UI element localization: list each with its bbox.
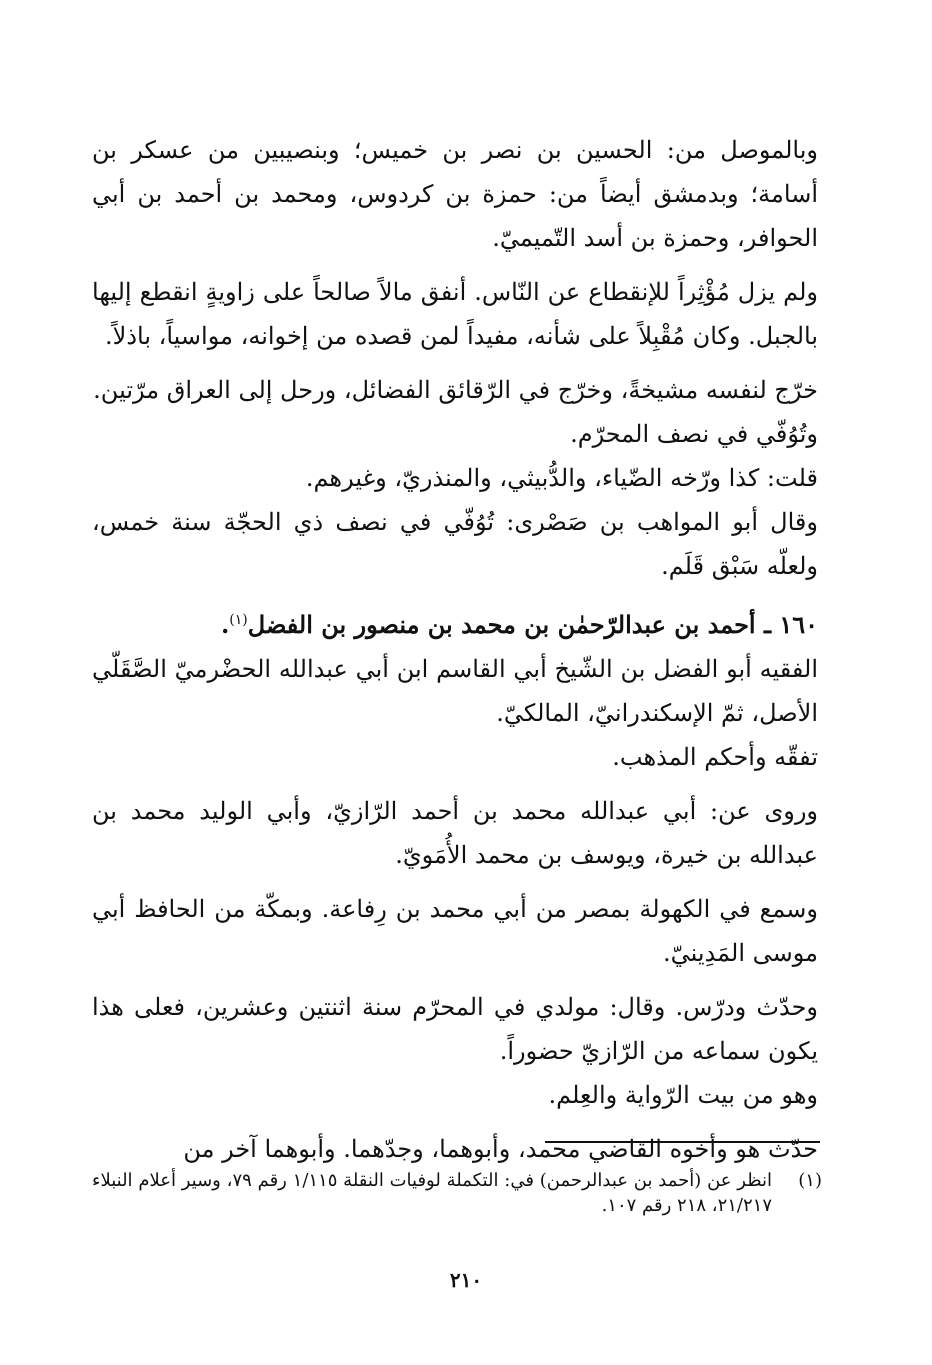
paragraph-narrators: حدّث هو وأخوه القاضي محمد، وأبوهما، وجدّهما. وأبوهما آخر من (183, 1135, 818, 1163)
paragraph-heard: وسمع في الكهولة بمصر من أبي محمد بن رِفاعة. وبمكّة من الحافظ أبي موسى المَدِينيّ. (92, 895, 818, 967)
paragraph-mashyakha: خرّج لنفسه مشيخةً، وخرّج في الرّقائق الفضائل، ورحل إلى العراق مرّتين. (93, 376, 818, 404)
paragraph-lineage: الفقيه أبو الفضل بن الشّيخ أبي القاسم ابن أبي عبدالله الحضْرميّ الصَّقَلّي الأصل، ثمّ الإسكندرانيّ، المالكيّ. (92, 655, 818, 727)
entry-name: أحمد بن عبدالرّحمٰن بن محمد بن منصور بن الفضل (247, 610, 756, 639)
footnote-text: انظر عن (أحمد بن عبدالرحمن) في: التكملة لوفيات النقلة ١/١١٥ رقم ٧٩، وسير أعلام النبلاء ٢١/٢١٧، ٢١٨ رقم ١٠٧. (92, 1170, 772, 1216)
page-number: ٢١٠ (449, 1268, 483, 1292)
paragraph-teachers: وبالموصل من: الحسين بن نصر بن خميس؛ وبنصيبين من عسكر بن أسامة؛ وبدمشق أيضاً من: حمزة بن كردوس، ومحمد بن أحمد بن أبي الحوافر، وحمزة بن أسد التّميميّ. (92, 136, 818, 252)
main-text (92, 128, 818, 1181)
heading-period: . (220, 610, 230, 639)
paragraph-seclusion: ولم يزل مُؤْثِراً للإنقطاع عن النّاس. أنفق مالاً صالحاً على زاويةٍ انقطع إليها بالجبل. وكان مُقْبِلاً على شأنه، مفيداً لمن قصده من إخوانه، مواسياً، باذلاً. (92, 278, 818, 350)
paragraph-family: وهو من بيت الرّواية والعِلم. (548, 1081, 818, 1109)
entry-heading (92, 598, 818, 647)
paragraph-dating: قلت: كذا ورّخه الضّياء، والدُّبيثي، والمنذريّ، وغيرهم. (305, 464, 818, 492)
paragraph-fiqh: تفقّه وأحكم المذهب. (612, 743, 818, 771)
paragraph-death: وتُوُفّي في نصف المحرّم. (570, 420, 818, 448)
footnote (92, 1168, 822, 1218)
paragraph-taught: وحدّث ودرّس. وقال: مولدي في المحرّم سنة اثنتين وعشرين، فعلى هذا يكون سماعه من الرّازيّ حضوراً. (92, 993, 818, 1065)
footnote-marker: (١) (798, 1170, 822, 1191)
entry-number: ١٦٠ ـ (763, 610, 818, 639)
paragraph-narrated: وروى عن: أبي عبدالله محمد بن أحمد الرّازيّ، وأبي الوليد محمد بن عبدالله بن خيرة، ويوسف بن محمد الأُمَويّ. (92, 797, 818, 869)
footnote-reference: (١) (229, 612, 248, 628)
paragraph-alternate-date: وقال أبو المواهب بن صَصْرى: تُوُفّي في نصف ذي الحجّة سنة خمس، ولعلّه سَبْق قَلَم. (92, 508, 818, 580)
footnote-divider (545, 1141, 820, 1143)
